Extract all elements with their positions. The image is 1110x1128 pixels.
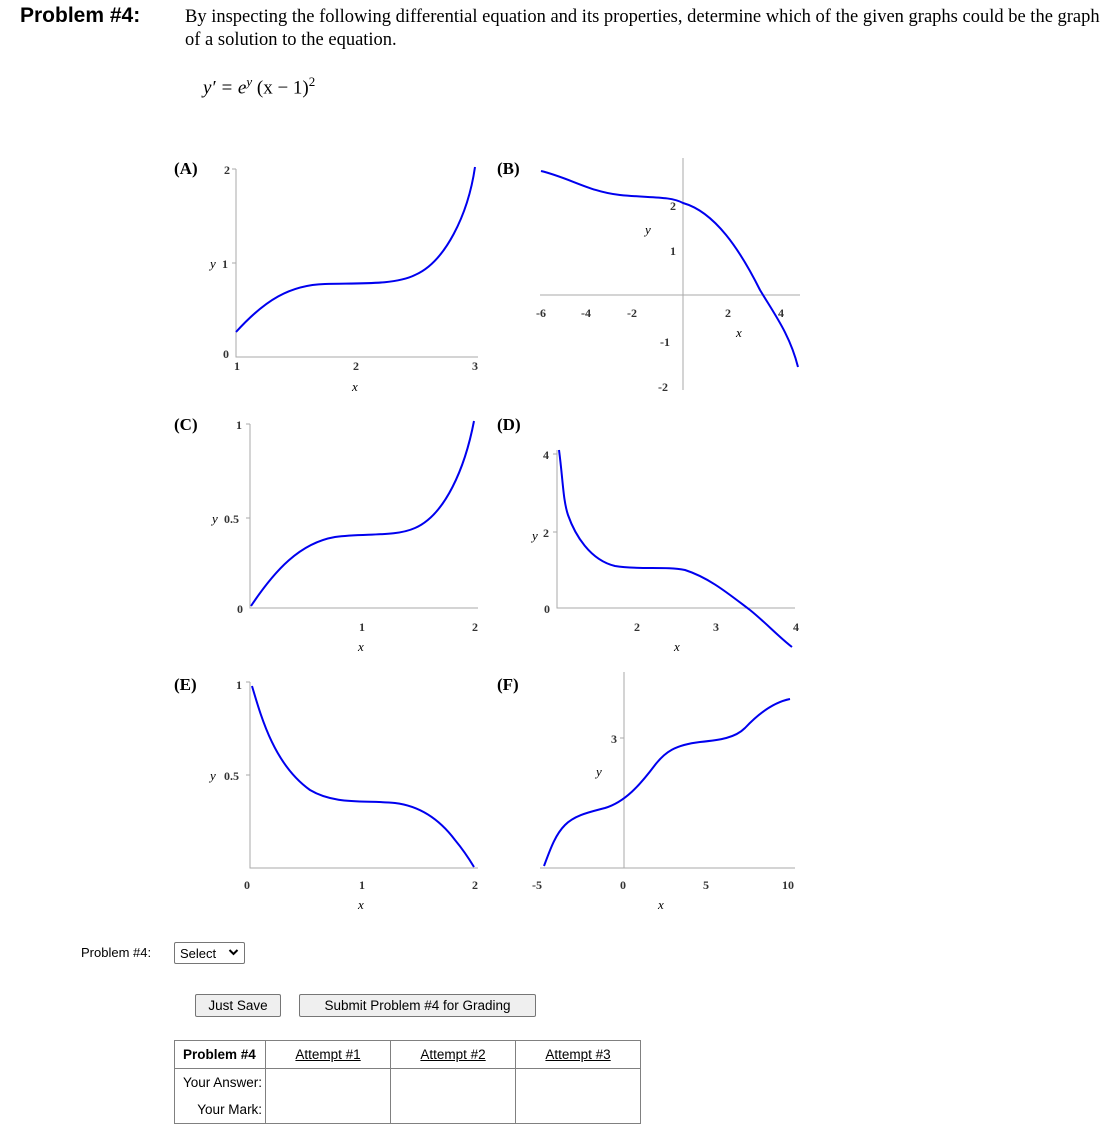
graph-d-label: (D): [497, 415, 521, 434]
graph-a-y-mid: 1: [222, 257, 228, 271]
graph-f-curve: [544, 699, 790, 866]
graph-e-y-zero: 0: [244, 878, 250, 892]
graph-b-ytick-label: 1: [670, 244, 676, 258]
graph-d-y-top: 4: [543, 448, 549, 462]
mark-cell: [266, 1096, 391, 1124]
answer-select[interactable]: [174, 942, 245, 964]
graph-f-xtick-label: 5: [703, 878, 709, 892]
graph-c-xtick-label: 2: [472, 620, 478, 634]
graph-d-axes: [557, 450, 795, 608]
graph-e-y-name: y: [210, 768, 216, 783]
problem-title: Problem #4:: [20, 4, 141, 27]
graph-a-curve: [236, 167, 475, 332]
graph-e: [174, 675, 478, 912]
problem-statement: By inspecting the following differential equation and its properties, determine which of the given graphs could be the graph of a solution to the equation.: [185, 7, 1100, 50]
graph-e-x-name: x: [358, 897, 364, 912]
graph-c-curve: [251, 421, 474, 606]
attempts-table-header: Problem #4: [175, 1041, 266, 1069]
graph-c-y-name: y: [212, 511, 218, 526]
equation-lhs: y′ = e: [203, 77, 247, 99]
graph-c-x-name: x: [358, 639, 364, 654]
graph-c-xtick-label: 1: [359, 620, 365, 634]
graph-c: [174, 415, 478, 654]
graph-a-y-zero: 0: [223, 347, 229, 361]
graph-b-xtick-label: 4: [778, 306, 784, 320]
graph-f-label: (F): [497, 675, 519, 694]
answer-cell: [391, 1069, 516, 1097]
answer-label: Problem #4:: [81, 945, 152, 960]
graph-e-xtick-label: 2: [472, 878, 478, 892]
graph-d-curve: [559, 450, 792, 647]
equation-exponent: y: [246, 74, 253, 89]
chevron-down-icon: [228, 945, 239, 962]
graph-f-xtick-label: 10: [782, 878, 794, 892]
graph-b-ytick-label: 2: [670, 199, 676, 213]
graph-a-label: (A): [174, 159, 198, 178]
graph-c-y-zero: 0: [237, 602, 243, 616]
graph-b-xtick-label: -6: [536, 306, 546, 320]
graph-b-label: (B): [497, 159, 520, 178]
graph-e-y-mid: 0.5: [224, 769, 239, 783]
graph-b-y-name: y: [645, 222, 651, 237]
graph-d-xtick-label: 4: [793, 620, 799, 634]
graph-b-ytick-label: -1: [660, 335, 670, 349]
equation-power: 2: [308, 74, 316, 89]
equation-rhs: (x − 1): [252, 77, 309, 99]
attempts-table: [174, 1040, 641, 1124]
answer-cell: [516, 1069, 641, 1097]
graph-c-y-mid: 0.5: [224, 512, 239, 526]
graph-d-y-zero: 0: [544, 602, 550, 616]
just-save-button[interactable]: Just Save: [195, 994, 281, 1017]
attempt-1-link[interactable]: Attempt #1: [295, 1047, 361, 1062]
graph-e-curve: [252, 686, 474, 867]
mark-cell: [391, 1096, 516, 1124]
graph-d-x-name: x: [674, 639, 680, 654]
graph-a-x-name: x: [352, 379, 358, 394]
graph-a-xtick-label: 3: [472, 359, 478, 373]
mark-cell: [516, 1096, 641, 1124]
graph-d-y-name: y: [532, 528, 538, 543]
attempt-3-link[interactable]: Attempt #3: [545, 1047, 611, 1062]
your-answer-label: Your Answer:: [175, 1069, 266, 1097]
graph-e-y-top: 1: [236, 678, 242, 692]
graph-f-y-name: y: [596, 764, 602, 779]
graph-f-xtick-label: 0: [620, 878, 626, 892]
graph-f-x-name: x: [658, 897, 664, 912]
graph-e-xtick-label: 1: [359, 878, 365, 892]
graph-b: [497, 158, 800, 394]
graph-f-xtick-label: -5: [532, 878, 542, 892]
graph-b-xtick-label: -4: [581, 306, 591, 320]
graph-a-axes: [236, 169, 478, 357]
graph-c-axes: [250, 424, 478, 608]
graph-b-x-name: x: [736, 325, 742, 340]
graph-d-xtick-label: 2: [634, 620, 640, 634]
graph-a-y-name: y: [210, 256, 216, 271]
answer-select-value: Select: [180, 946, 217, 961]
attempt-2-link[interactable]: Attempt #2: [420, 1047, 486, 1062]
graph-a: [174, 159, 478, 394]
your-mark-label: Your Mark:: [175, 1096, 266, 1124]
graph-f-y-tick-label: 3: [611, 732, 617, 746]
graph-e-axes: [250, 682, 478, 868]
graph-a-xtick-label: 2: [353, 359, 359, 373]
graph-c-label: (C): [174, 415, 198, 434]
graph-a-y-top: 2: [224, 163, 230, 177]
graph-e-label: (E): [174, 675, 197, 694]
graph-b-xtick-label: -2: [627, 306, 637, 320]
graph-f: [497, 672, 795, 912]
graph-d: [497, 415, 799, 654]
graph-b-ytick-label: -2: [658, 380, 668, 394]
graph-d-xtick-label: 3: [713, 620, 719, 634]
submit-for-grading-button[interactable]: Submit Problem #4 for Grading: [299, 994, 536, 1017]
graph-a-xtick-label: 1: [234, 359, 240, 373]
graph-d-y-mid: 2: [543, 526, 549, 540]
graph-c-y-top: 1: [236, 418, 242, 432]
graph-b-xtick-label: 2: [725, 306, 731, 320]
answer-cell: [266, 1069, 391, 1097]
